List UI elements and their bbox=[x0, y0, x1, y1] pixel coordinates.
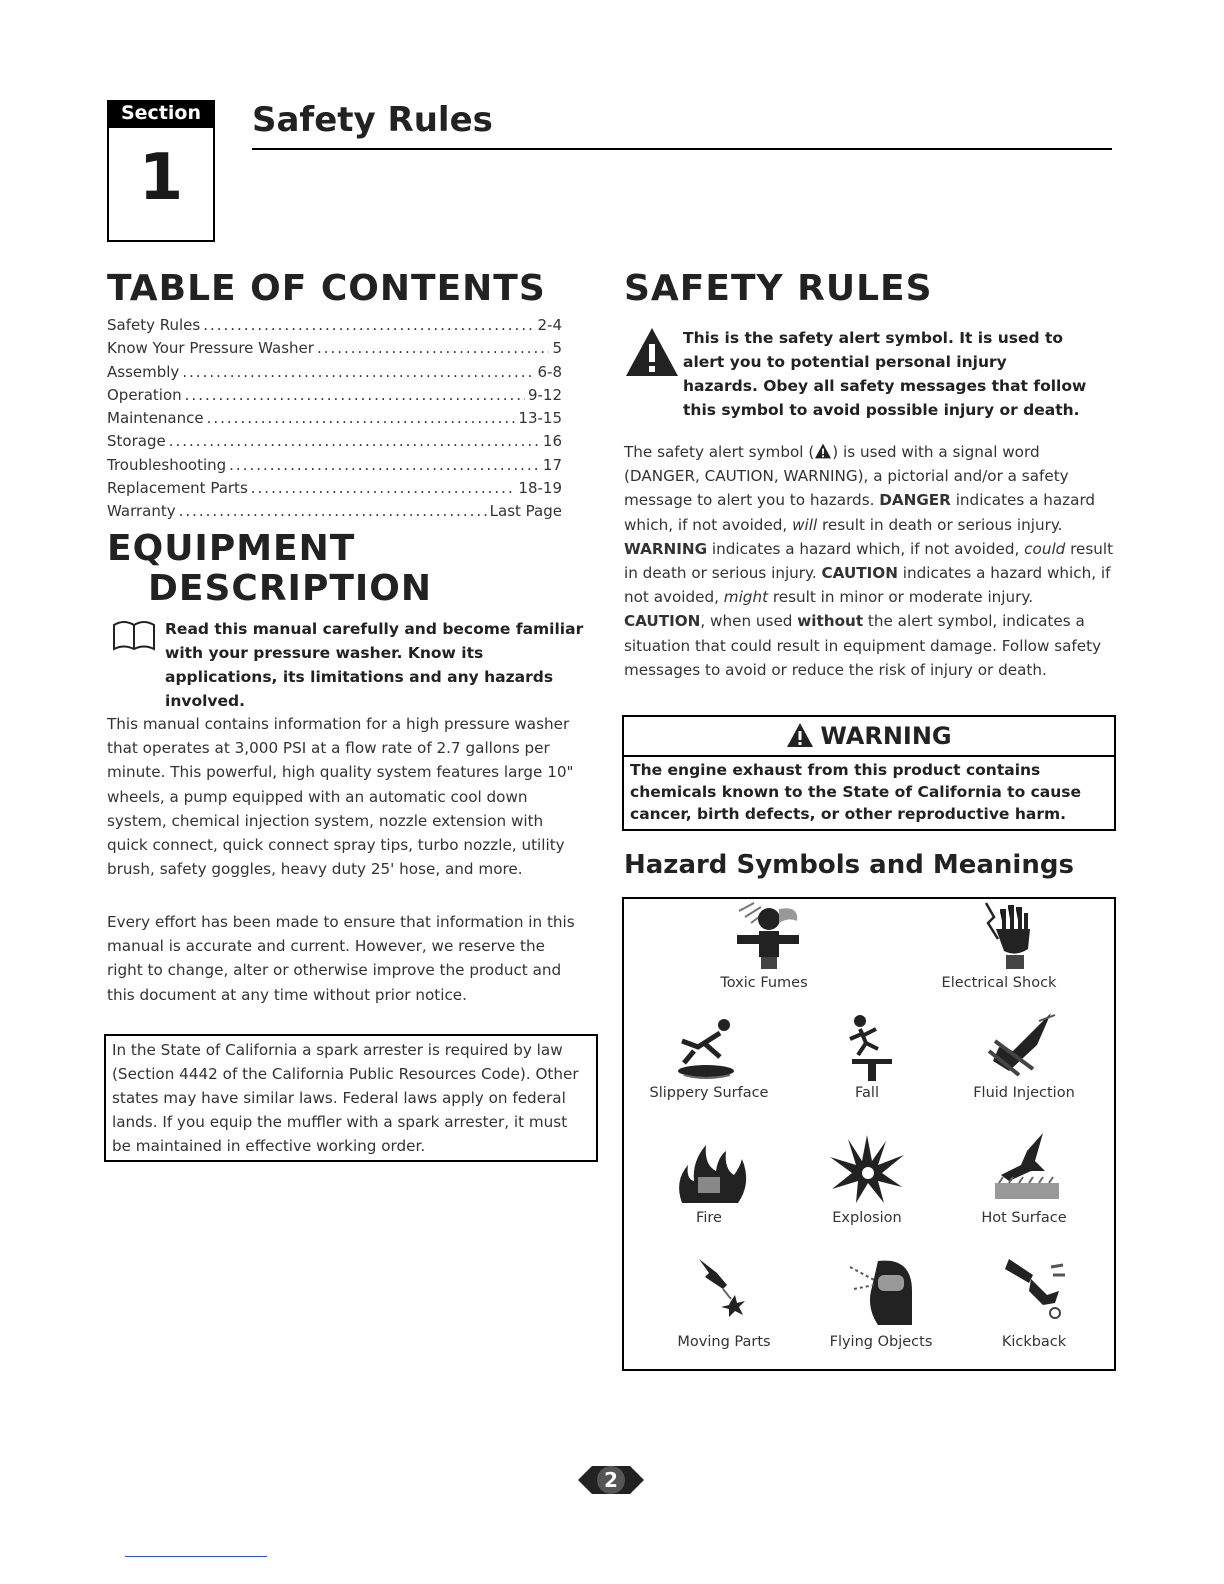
toc-item-page: 18-19 bbox=[518, 479, 562, 498]
safety-alert-line: hazards. Obey all safety messages that follow bbox=[683, 377, 1087, 395]
toc-item-page: 6-8 bbox=[537, 362, 562, 381]
signal-words-paragraph: The safety alert symbol ( ) is used with a signal word (DANGER, CAUTION, WARNING), a pictorial and/or a safety message to alert you to hazards. DANGER indicates a hazard which, if not avoided, will result in death or serious injury. WARNING indicates a hazard which, if not avoided, could result in death or serious injury. CAUTION indicates a hazard which, if not avoided, might result in minor or moderate injury. CAUTION, when used without the alert symbol, indicates a situation that could result in equipment damage. Follow safety messages to avoid or reduce the risk of injury or death. bbox=[624, 443, 1114, 679]
hazard-label: Explosion bbox=[832, 1210, 902, 1226]
toc-item-page: Last Page bbox=[489, 502, 562, 521]
hazard-item bbox=[792, 1011, 942, 1101]
california-note-box: In the State of California a spark arrester is required by law (Section 4442 of the California Public Resources Code). Other states may have similar laws. Federal laws apply on federal lands. If you equip the muffler with a spark arrester, it must be maintained in effective working order. bbox=[104, 1034, 598, 1162]
safety-alert-line: this symbol to avoid possible injury or death. bbox=[683, 401, 1080, 419]
keyword-without: without bbox=[797, 612, 864, 631]
hazard-item bbox=[634, 1011, 784, 1101]
warning-body: The engine exhaust from this product contains chemicals known to the State of California to cause cancer, birth defects, or other reproductive harm. bbox=[630, 761, 1082, 823]
keyword-caution-2: CAUTION bbox=[624, 612, 701, 631]
hazard-item bbox=[949, 1011, 1099, 1101]
hot-surface-icon bbox=[979, 1131, 1069, 1206]
hazard-item bbox=[689, 901, 839, 991]
keyword-danger: DANGER bbox=[879, 491, 951, 510]
page-title: Safety Rules bbox=[252, 100, 493, 140]
fall-icon bbox=[822, 1011, 912, 1081]
hazard-label: Hot Surface bbox=[981, 1210, 1067, 1226]
hazard-item bbox=[949, 1131, 1099, 1226]
toc-item[interactable] bbox=[107, 500, 562, 523]
hazard-label: Slippery Surface bbox=[649, 1085, 769, 1101]
fire-icon bbox=[664, 1131, 754, 1206]
equipment-paragraph-1: This manual contains information for a high pressure washer that operates at 3,000 PSI at a flow rate of 2.7 gallons per minute. This powerful, high quality system features large 10" wheels, a pump equipped with an automatic cool down system, chemical injection system, nozzle extension with quick connect, quick connect spray tips, turbo nozzle, utility brush, safety goggles, heavy duty 25' hose, and more. bbox=[107, 715, 574, 879]
toc-item-label: Storage bbox=[107, 432, 166, 451]
toc-item-page: 2-4 bbox=[537, 316, 562, 334]
equipment-title-line1: EQUIPMENT bbox=[107, 528, 356, 569]
hazard-item bbox=[959, 1255, 1109, 1350]
section-tab: Section bbox=[107, 100, 215, 126]
slippery-surface-icon bbox=[664, 1011, 754, 1081]
toc-item[interactable] bbox=[107, 361, 562, 384]
fluid-injection-icon bbox=[979, 1011, 1069, 1081]
hazard-item bbox=[649, 1255, 799, 1350]
hazard-label: Toxic Fumes bbox=[720, 975, 808, 991]
equipment-callout: Read this manual carefully and become familiar with your pressure washer. Know its applications, its limitations and any hazards involved. bbox=[165, 620, 584, 710]
electrical-shock-icon bbox=[954, 901, 1044, 971]
hazard-label: Fall bbox=[855, 1085, 879, 1101]
kickback-icon bbox=[989, 1255, 1079, 1330]
safety-alert-line: alert you to potential personal injury bbox=[683, 353, 1007, 371]
manual-book-icon bbox=[110, 619, 158, 653]
hazard-title: Hazard Symbols and Meanings bbox=[624, 850, 1074, 880]
toc-item-page: 17 bbox=[542, 455, 562, 474]
toc-item-label: Safety Rules bbox=[107, 316, 201, 334]
toc-item[interactable] bbox=[107, 384, 562, 407]
keyword-caution: CAUTION bbox=[821, 564, 898, 583]
toc-item-label: Replacement Parts bbox=[107, 479, 248, 498]
toc-item[interactable] bbox=[107, 314, 562, 337]
explosion-icon bbox=[822, 1131, 912, 1206]
toc-item[interactable] bbox=[107, 454, 562, 477]
hazard-item bbox=[634, 1131, 784, 1226]
footer-link-underline bbox=[125, 1556, 267, 1557]
toc-item[interactable] bbox=[107, 477, 562, 500]
hazard-label: Moving Parts bbox=[677, 1334, 771, 1350]
section-number-box bbox=[107, 126, 215, 242]
equipment-paragraph-2: Every effort has been made to ensure that information in this manual is accurate and current. However, we reserve the right to change, alter or otherwise improve the product and this document at any time without prior notice. bbox=[107, 913, 575, 1004]
warning-box bbox=[622, 715, 1116, 831]
toc-item-label: Operation bbox=[107, 385, 182, 404]
flying-objects-icon bbox=[836, 1255, 926, 1330]
toxic-fumes-icon bbox=[719, 901, 809, 971]
toc-item-label: Troubleshooting bbox=[107, 455, 227, 474]
safety-alert-icon bbox=[624, 326, 680, 378]
hazard-label: Electrical Shock bbox=[941, 975, 1057, 991]
equipment-title-line2: DESCRIPTION bbox=[148, 568, 433, 609]
hazard-item bbox=[792, 1131, 942, 1226]
keyword-warning: WARNING bbox=[624, 539, 708, 558]
hazard-item bbox=[924, 901, 1074, 991]
toc-item-label: Warranty bbox=[107, 502, 176, 521]
warning-heading: WARNING bbox=[624, 717, 1114, 757]
toc-list bbox=[107, 314, 562, 524]
hazard-label: Fire bbox=[696, 1210, 722, 1226]
toc-item[interactable] bbox=[107, 407, 562, 430]
hazard-label: Fluid Injection bbox=[973, 1085, 1075, 1101]
toc-item-label: Maintenance bbox=[107, 409, 204, 428]
toc-item-page: 16 bbox=[542, 432, 562, 451]
moving-parts-icon bbox=[679, 1255, 769, 1330]
safety-alert-callout bbox=[683, 326, 1113, 422]
section-badge bbox=[107, 100, 215, 240]
hazard-item bbox=[806, 1255, 956, 1350]
inline-alert-icon bbox=[814, 443, 832, 459]
toc-item[interactable] bbox=[107, 337, 562, 360]
safety-rules-title: SAFETY RULES bbox=[624, 268, 933, 309]
toc-item-page: 5 bbox=[552, 339, 562, 358]
header-rule bbox=[252, 148, 1112, 150]
hazard-symbols-box bbox=[622, 897, 1116, 1371]
page-number-badge bbox=[578, 1462, 644, 1498]
hazard-label: Kickback bbox=[1001, 1334, 1067, 1350]
toc-title: TABLE OF CONTENTS bbox=[107, 268, 546, 309]
hazard-label: Flying Objects bbox=[829, 1334, 933, 1350]
safety-alert-line: This is the safety alert symbol. It is used to bbox=[683, 329, 1064, 347]
page-number: 2 bbox=[604, 1468, 618, 1492]
toc-item[interactable] bbox=[107, 430, 562, 453]
toc-item-page: 13-15 bbox=[518, 409, 562, 428]
section-number: 1 bbox=[138, 141, 184, 215]
toc-item-label: Know Your Pressure Washer bbox=[107, 339, 314, 358]
toc-item-label: Assembly bbox=[107, 362, 180, 381]
warning-alert-icon bbox=[786, 722, 814, 748]
toc-item-page: 9-12 bbox=[527, 385, 562, 404]
